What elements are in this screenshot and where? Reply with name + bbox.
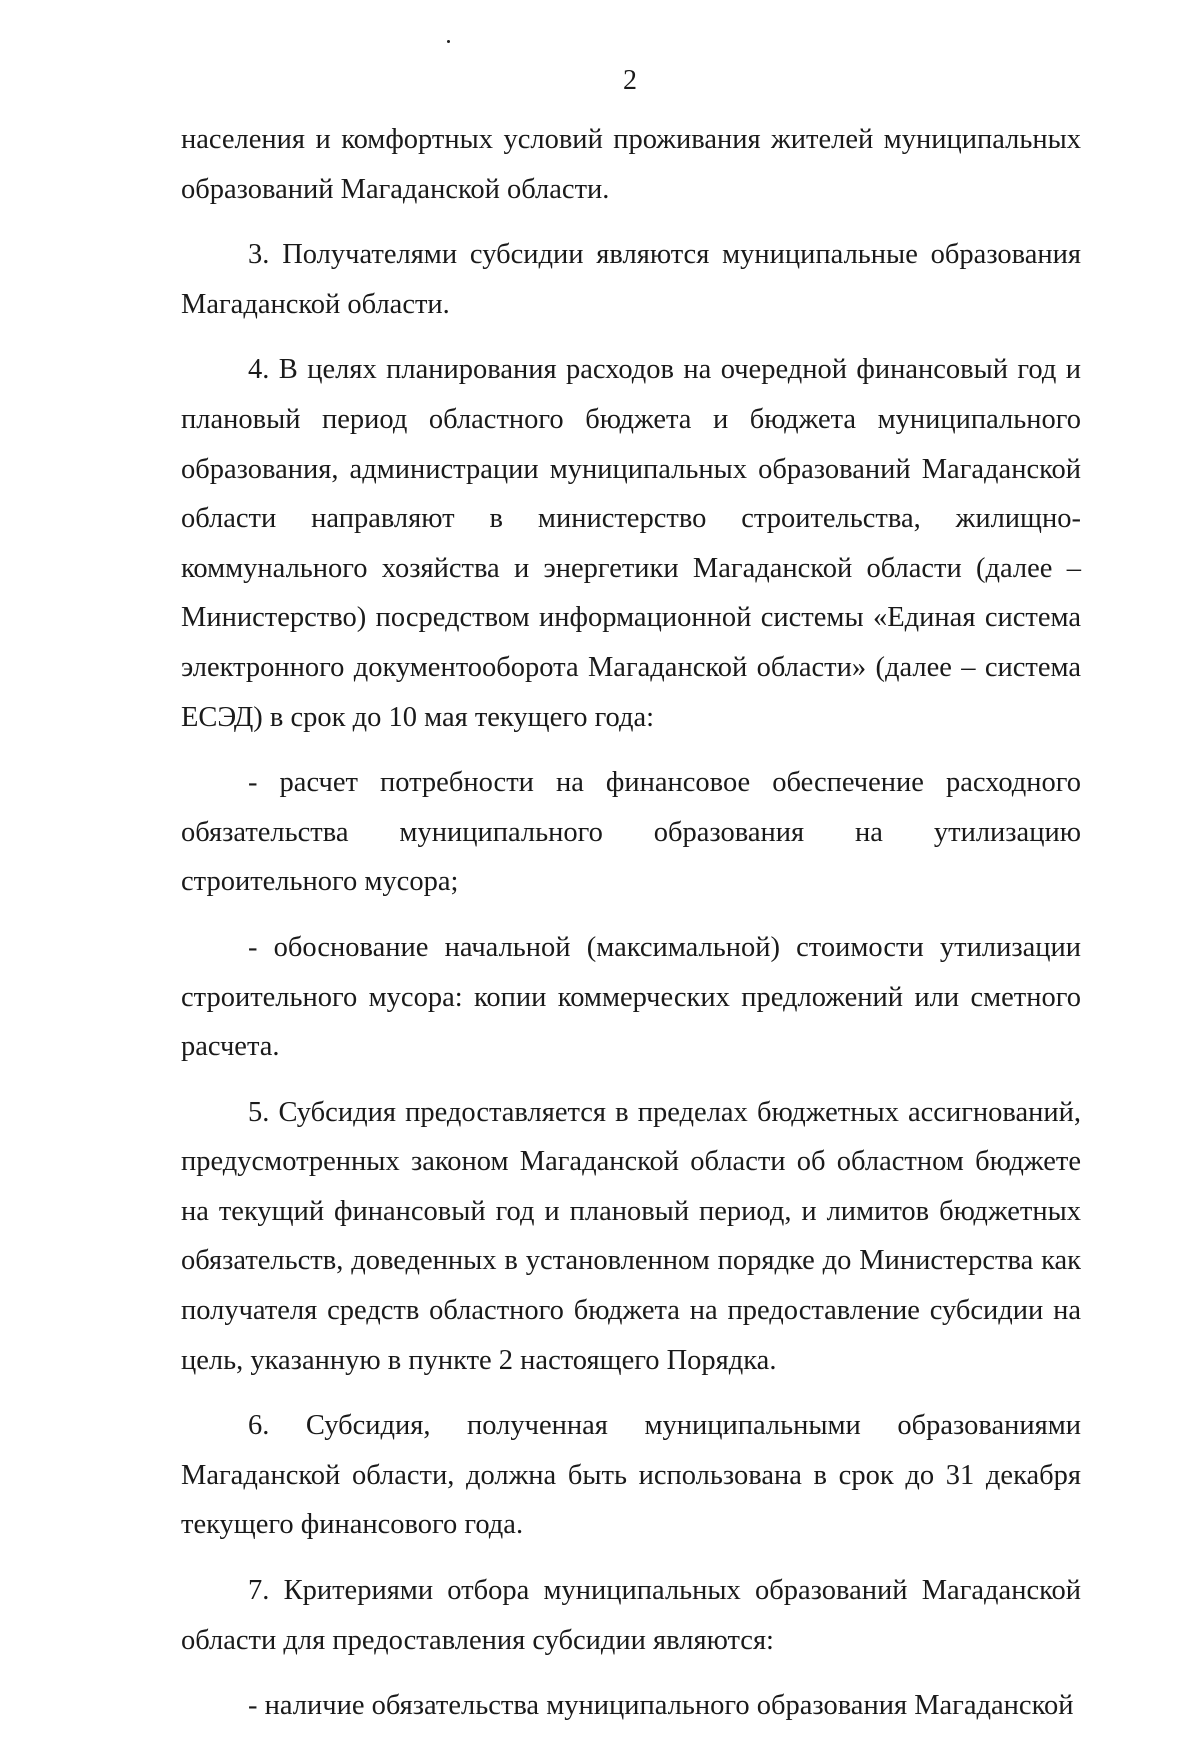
paragraph-continuation: населения и комфортных условий проживания жителей муниципальных образований Магаданской области.: [181, 124, 1081, 205]
scan-speck: [447, 40, 450, 43]
paragraph-item-4: 4. В целях планирования расходов на очередной финансовый год и плановый период областного бюджета и бюджета муниципального образования, администрации муниципальных образований Магаданской области направляют в министерство строительства, жилищно-коммунального хозяйства и энергетики Магаданской области (далее – Министерство) посредством информационной системы «Единая система электронного документооборота Магаданской области» (далее – система ЕСЭД) в срок до 10 мая текущего года:: [181, 354, 1081, 733]
paragraph-item-7: 7. Критериями отбора муниципальных образований Магаданской области для предоставления субсидии являются:: [181, 1575, 1081, 1656]
list-item-justification: - обоснование начальной (максимальной) стоимости утилизации строительного мусора: копии коммерческих предложений или сметного расчета.: [181, 931, 1081, 1063]
paragraph-item-3: 3. Получателями субсидии являются муниципальные образования Магаданской области.: [181, 239, 1081, 320]
paragraph-item-6: 6. Субсидия, полученная муниципальными образованиями Магаданской области, должна быть использована в срок до 31 декабря текущего финансового года.: [181, 1410, 1081, 1541]
paragraph-item-5: 5. Субсидия предоставляется в пределах бюджетных ассигнований, предусмотренных законом Магаданской области об областном бюджете на текущий финансовый год и плановый период, и лимитов бюджетных обязательств, доведенных в установленном порядке до Министерства как получателя средств областного бюджета на предоставление субсидии на цель, указанную в пункте 2 настоящего Порядка.: [181, 1096, 1081, 1376]
document-body: [181, 115, 1081, 1747]
list-item-obligation: - наличие обязательства муниципального образования Магаданской: [248, 1690, 1074, 1722]
page-number: 2: [623, 65, 637, 96]
list-item-calculation: - расчет потребности на финансовое обеспечение расходного обязательства муниципального образования на утилизацию строительного мусора;: [181, 767, 1081, 898]
